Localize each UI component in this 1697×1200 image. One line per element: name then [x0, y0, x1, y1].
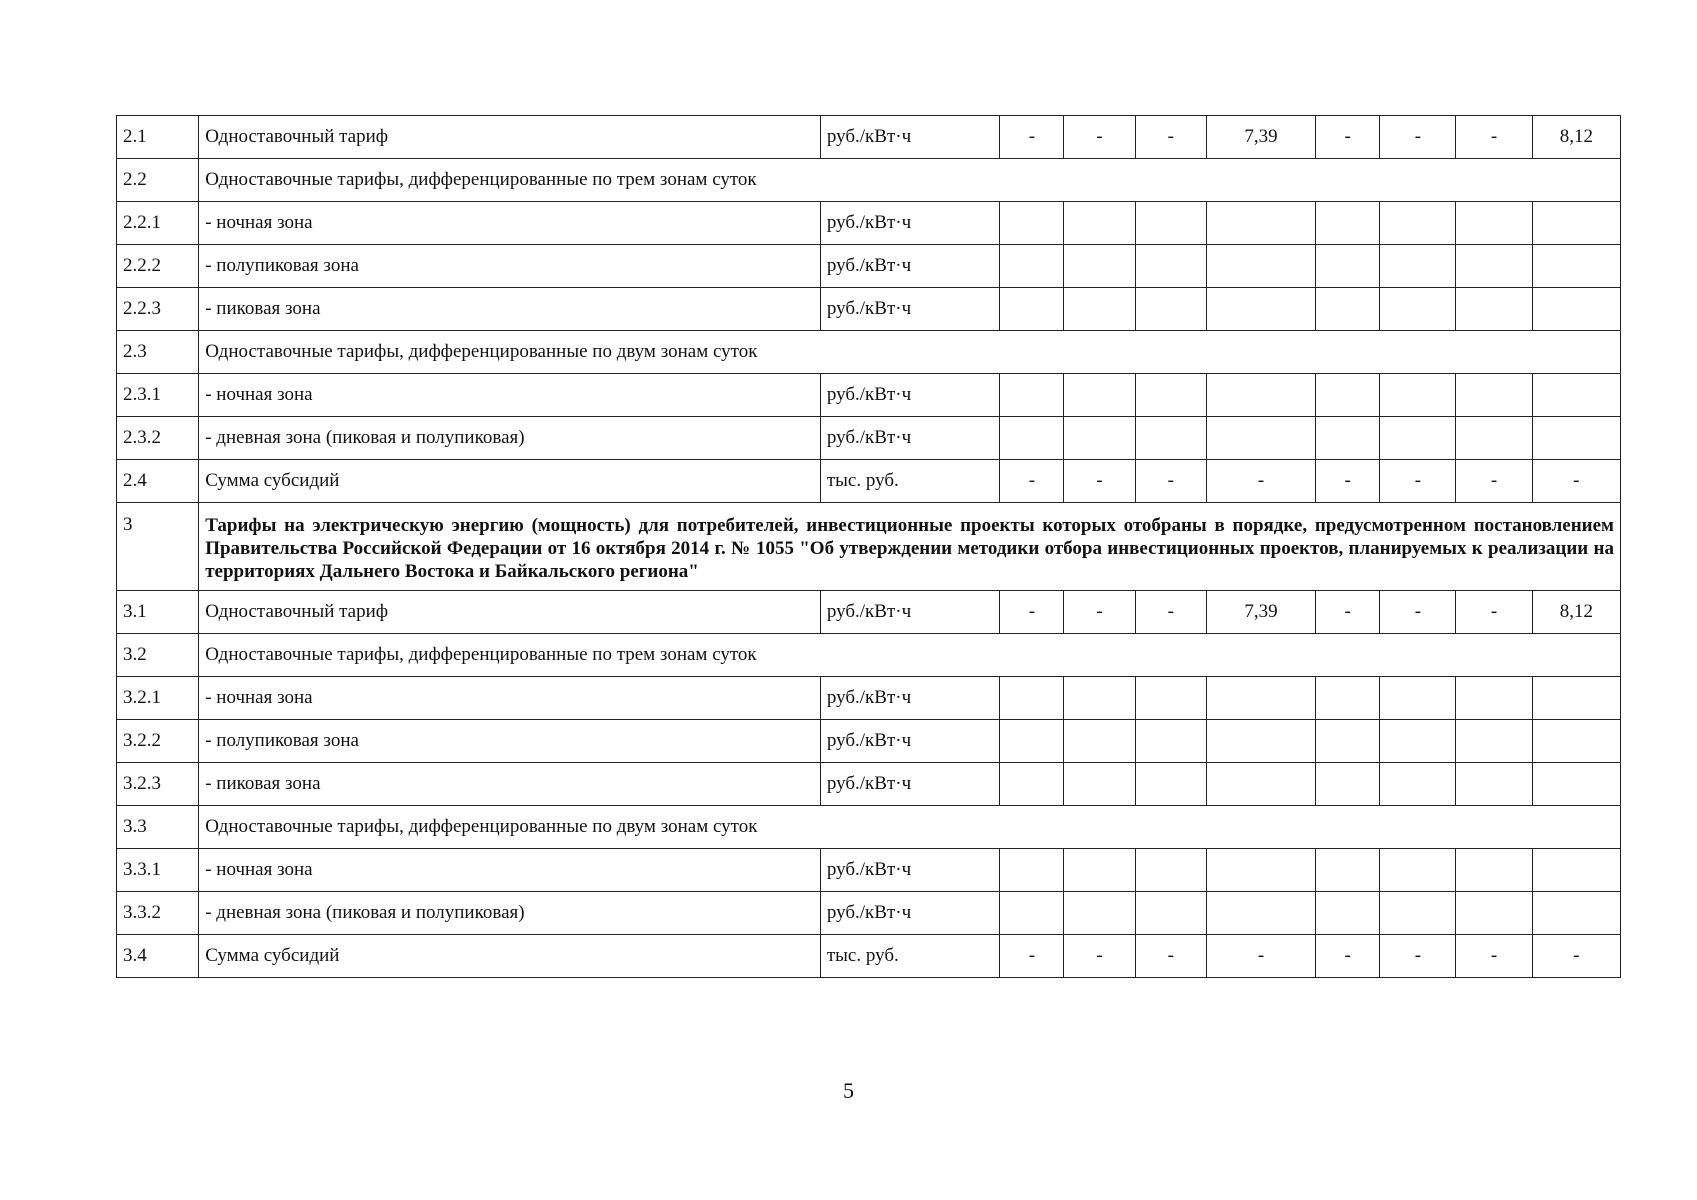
value-cell: -: [1380, 591, 1456, 634]
value-cell: [1532, 202, 1620, 245]
row-label: - полупиковая зона: [199, 720, 821, 763]
value-cell: -: [1000, 935, 1064, 978]
value-cell: [1316, 245, 1380, 288]
value-cell: [1456, 245, 1532, 288]
value-cell: [1316, 720, 1380, 763]
value-cell: 7,39: [1206, 116, 1315, 159]
value-cell: [1532, 245, 1620, 288]
page-number: 5: [843, 1078, 854, 1103]
value-cell: [1316, 677, 1380, 720]
row-number: 2.3: [117, 331, 199, 374]
group-row: [117, 634, 1621, 677]
value-cell: [1000, 374, 1064, 417]
row-label: - пиковая зона: [199, 288, 821, 331]
group-row: [117, 331, 1621, 374]
row-label: Одноставочные тарифы, дифференцированные по двум зонам суток: [199, 331, 1621, 374]
value-cell: [1206, 677, 1315, 720]
value-cell: [1316, 849, 1380, 892]
row-label: - дневная зона (пиковая и полупиковая): [199, 417, 821, 460]
value-cell: -: [1064, 935, 1135, 978]
value-cell: [1135, 288, 1206, 331]
table-row: [117, 374, 1621, 417]
value-cell: [1316, 374, 1380, 417]
value-cell: [1064, 202, 1135, 245]
row-number: 3.2.2: [117, 720, 199, 763]
value-cell: [1316, 763, 1380, 806]
row-label: - дневная зона (пиковая и полупиковая): [199, 892, 821, 935]
row-number: 2.1: [117, 116, 199, 159]
row-label: Одноставочный тариф: [199, 591, 821, 634]
value-cell: [1135, 677, 1206, 720]
row-number: 2.2: [117, 159, 199, 202]
value-cell: -: [1316, 116, 1380, 159]
value-cell: [1456, 763, 1532, 806]
value-cell: [1456, 374, 1532, 417]
value-cell: [1456, 677, 1532, 720]
row-number: 3.1: [117, 591, 199, 634]
value-cell: [1206, 417, 1315, 460]
row-number: 2.3.1: [117, 374, 199, 417]
value-cell: 8,12: [1532, 591, 1620, 634]
row-unit: руб./кВт·ч: [820, 892, 999, 935]
row-unit: тыс. руб.: [820, 460, 999, 503]
row-label: - ночная зона: [199, 849, 821, 892]
row-number: 3.2.3: [117, 763, 199, 806]
value-cell: [1380, 202, 1456, 245]
value-cell: -: [1135, 935, 1206, 978]
value-cell: [1532, 892, 1620, 935]
value-cell: -: [1135, 460, 1206, 503]
value-cell: [1206, 720, 1315, 763]
table-row: [117, 202, 1621, 245]
value-cell: -: [1064, 116, 1135, 159]
row-number: 2.2.2: [117, 245, 199, 288]
value-cell: -: [1135, 116, 1206, 159]
value-cell: [1135, 202, 1206, 245]
value-cell: -: [1380, 116, 1456, 159]
row-unit: руб./кВт·ч: [820, 677, 999, 720]
row-label: - полупиковая зона: [199, 245, 821, 288]
table-row: [117, 677, 1621, 720]
table-row: [117, 288, 1621, 331]
group-row: [117, 159, 1621, 202]
value-cell: [1316, 417, 1380, 460]
value-cell: [1000, 892, 1064, 935]
row-number: 3.2.1: [117, 677, 199, 720]
value-cell: [1206, 849, 1315, 892]
row-number: 3.2: [117, 634, 199, 677]
row-number: 2.3.2: [117, 417, 199, 460]
table-row: [117, 935, 1621, 978]
value-cell: -: [1456, 116, 1532, 159]
value-cell: [1000, 417, 1064, 460]
value-cell: [1206, 288, 1315, 331]
value-cell: [1380, 288, 1456, 331]
row-label: Сумма субсидий: [199, 935, 821, 978]
value-cell: [1532, 677, 1620, 720]
value-cell: -: [1316, 935, 1380, 978]
table-row: [117, 892, 1621, 935]
row-label: Сумма субсидий: [199, 460, 821, 503]
group-row: [117, 806, 1621, 849]
value-cell: -: [1456, 591, 1532, 634]
value-cell: [1064, 288, 1135, 331]
value-cell: [1456, 417, 1532, 460]
row-unit: руб./кВт·ч: [820, 849, 999, 892]
row-label: - ночная зона: [199, 374, 821, 417]
row-unit: руб./кВт·ч: [820, 591, 999, 634]
row-number: 3.4: [117, 935, 199, 978]
value-cell: [1000, 763, 1064, 806]
table-row: [117, 116, 1621, 159]
value-cell: -: [1532, 935, 1620, 978]
value-cell: -: [1532, 460, 1620, 503]
value-cell: [1456, 288, 1532, 331]
table-row: [117, 849, 1621, 892]
value-cell: [1135, 763, 1206, 806]
row-number: 3.3.1: [117, 849, 199, 892]
value-cell: [1532, 763, 1620, 806]
value-cell: [1064, 763, 1135, 806]
value-cell: [1380, 720, 1456, 763]
value-cell: [1316, 288, 1380, 331]
value-cell: [1000, 677, 1064, 720]
row-unit: руб./кВт·ч: [820, 288, 999, 331]
table-body: [117, 116, 1621, 978]
value-cell: 7,39: [1206, 591, 1315, 634]
row-number: 2.2.1: [117, 202, 199, 245]
row-label: - ночная зона: [199, 677, 821, 720]
value-cell: -: [1135, 591, 1206, 634]
row-number: 3: [117, 503, 199, 591]
value-cell: [1206, 202, 1315, 245]
value-cell: [1532, 720, 1620, 763]
value-cell: [1000, 245, 1064, 288]
value-cell: [1064, 417, 1135, 460]
row-number: 3.3.2: [117, 892, 199, 935]
row-label: Одноставочные тарифы, дифференцированные по трем зонам суток: [199, 634, 1621, 677]
value-cell: [1456, 892, 1532, 935]
value-cell: -: [1456, 935, 1532, 978]
row-label: Одноставочный тариф: [199, 116, 821, 159]
value-cell: [1135, 417, 1206, 460]
value-cell: [1064, 892, 1135, 935]
value-cell: [1206, 245, 1315, 288]
row-number: 2.4: [117, 460, 199, 503]
value-cell: -: [1000, 116, 1064, 159]
value-cell: [1064, 677, 1135, 720]
value-cell: [1380, 892, 1456, 935]
value-cell: [1000, 720, 1064, 763]
value-cell: [1532, 417, 1620, 460]
value-cell: -: [1206, 460, 1315, 503]
section-title: Тарифы на электрическую энергию (мощность) для потребителей, инвестиционные проекты которых отобраны в порядке, предусмотренном постановлением Правительства Российской Федерации от 16 октября 2014 г. № 1055 "Об утверждении методики отбора инвестиционных проектов, планируемых к реализации на территориях Дальнего Востока и Байкальского региона": [199, 503, 1621, 591]
value-cell: [1206, 374, 1315, 417]
row-unit: руб./кВт·ч: [820, 116, 999, 159]
value-cell: [1380, 677, 1456, 720]
value-cell: [1456, 720, 1532, 763]
row-number: 2.2.3: [117, 288, 199, 331]
value-cell: -: [1064, 460, 1135, 503]
value-cell: [1380, 245, 1456, 288]
value-cell: -: [1000, 460, 1064, 503]
row-unit: руб./кВт·ч: [820, 763, 999, 806]
value-cell: [1206, 763, 1315, 806]
value-cell: [1135, 245, 1206, 288]
value-cell: [1064, 245, 1135, 288]
value-cell: [1532, 288, 1620, 331]
value-cell: [1064, 374, 1135, 417]
value-cell: -: [1206, 935, 1315, 978]
row-unit: тыс. руб.: [820, 935, 999, 978]
value-cell: [1380, 374, 1456, 417]
row-label: - пиковая зона: [199, 763, 821, 806]
table-row: [117, 763, 1621, 806]
value-cell: [1206, 892, 1315, 935]
row-label: Одноставочные тарифы, дифференцированные по двум зонам суток: [199, 806, 1621, 849]
value-cell: [1316, 202, 1380, 245]
section-header-row: [117, 503, 1621, 591]
value-cell: -: [1380, 935, 1456, 978]
tariff-table: [116, 115, 1621, 978]
table-row: [117, 460, 1621, 503]
row-unit: руб./кВт·ч: [820, 245, 999, 288]
value-cell: -: [1316, 591, 1380, 634]
value-cell: [1532, 374, 1620, 417]
table-row: [117, 591, 1621, 634]
value-cell: [1135, 374, 1206, 417]
value-cell: -: [1316, 460, 1380, 503]
value-cell: [1380, 417, 1456, 460]
value-cell: [1000, 202, 1064, 245]
value-cell: [1135, 720, 1206, 763]
row-label: - ночная зона: [199, 202, 821, 245]
row-unit: руб./кВт·ч: [820, 202, 999, 245]
value-cell: -: [1064, 591, 1135, 634]
value-cell: [1000, 288, 1064, 331]
value-cell: [1064, 720, 1135, 763]
value-cell: [1456, 202, 1532, 245]
value-cell: [1380, 849, 1456, 892]
value-cell: [1456, 849, 1532, 892]
value-cell: [1135, 892, 1206, 935]
row-unit: руб./кВт·ч: [820, 720, 999, 763]
value-cell: [1532, 849, 1620, 892]
table-row: [117, 720, 1621, 763]
row-unit: руб./кВт·ч: [820, 374, 999, 417]
table-row: [117, 417, 1621, 460]
row-unit: руб./кВт·ч: [820, 417, 999, 460]
value-cell: [1380, 763, 1456, 806]
value-cell: [1000, 849, 1064, 892]
value-cell: -: [1456, 460, 1532, 503]
row-label: Одноставочные тарифы, дифференцированные по трем зонам суток: [199, 159, 1621, 202]
value-cell: -: [1380, 460, 1456, 503]
value-cell: [1135, 849, 1206, 892]
value-cell: [1316, 892, 1380, 935]
value-cell: [1064, 849, 1135, 892]
value-cell: 8,12: [1532, 116, 1620, 159]
table-row: [117, 245, 1621, 288]
value-cell: -: [1000, 591, 1064, 634]
row-number: 3.3: [117, 806, 199, 849]
